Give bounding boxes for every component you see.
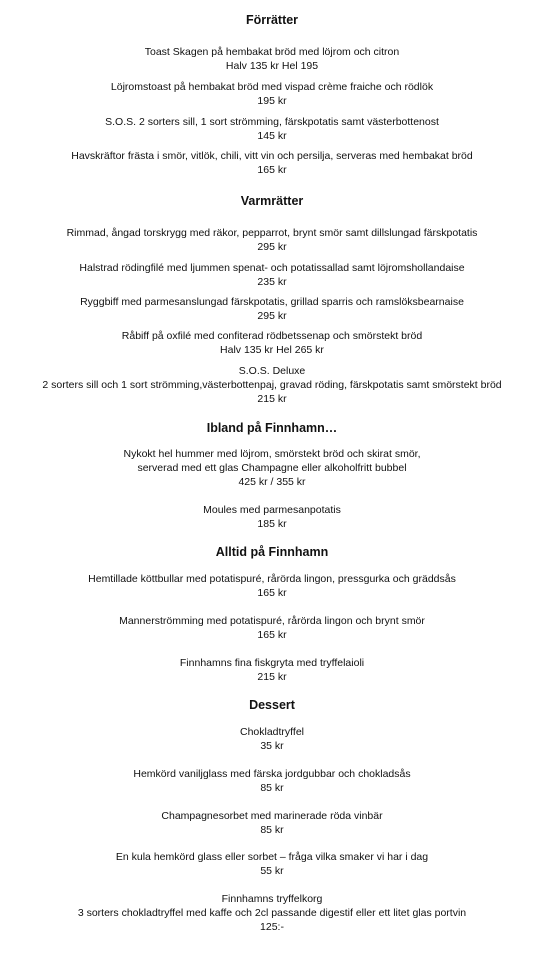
dish-description: Råbiff på oxfilé med confiterad rödbetssenap och smörstekt bröd <box>121 330 423 342</box>
dish-price: 125:- <box>260 921 284 933</box>
dish-description: Löjromstoast på hembakat bröd med vispad crème fraiche och rödlök <box>110 81 434 93</box>
dish-price: 185 kr <box>257 518 287 530</box>
dish-name: S.O.S. Deluxe <box>238 365 306 377</box>
dish-description: Toast Skagen på hembakat bröd med löjrom och citron <box>144 46 400 58</box>
dish-price: 165 kr <box>257 587 287 599</box>
dish-price: 425 kr / 355 kr <box>238 476 306 488</box>
dish-price: 215 kr <box>257 671 287 683</box>
dish-price: 35 kr <box>260 740 284 752</box>
dish-description: Ryggbiff med parmesanslungad färskpotatis, grillad sparris och ramslöksbearnaise <box>80 296 464 308</box>
dish-price: 85 kr <box>260 824 284 836</box>
section-heading-forratter: Förrätter <box>245 13 299 27</box>
dish-description: Mannerströmming med potatispuré, rårörda lingon och brynt smör <box>119 615 425 627</box>
dish-description: En kula hemkörd glass eller sorbet – fråga vilka smaker vi har i dag <box>115 851 429 863</box>
dish-description: Hemkörd vaniljglass med färska jordgubbar och chokladsås <box>133 768 411 780</box>
dish-description: 3 sorters chokladtryffel med kaffe och 2cl passande digestif eller ett litet glas portvin <box>77 907 467 919</box>
dish-description: Rimmad, ångad torskrygg med räkor, pepparrot, brynt smör samt dillslungad färskpotatis <box>66 227 478 239</box>
dish-description: 2 sorters sill och 1 sort strömming,västerbottenpaj, gravad röding, färskpotatis samt smörstekt bröd <box>42 379 502 391</box>
dish-description: Nykokt hel hummer med löjrom, smörstekt bröd och skirat smör, <box>123 448 421 460</box>
dish-price: 235 kr <box>257 276 287 288</box>
dish-description: Champagnesorbet med marinerade röda vinbär <box>161 810 383 822</box>
dish-description: Chokladtryffel <box>239 726 304 738</box>
dish-price: 165 kr <box>257 164 287 176</box>
dish-description: Moules med parmesanpotatis <box>203 504 341 516</box>
dish-description: Hemtillade köttbullar med potatispuré, rårörda lingon, pressgurka och gräddsås <box>88 573 456 585</box>
section-heading-dessert: Dessert <box>249 698 295 712</box>
section-heading-ibland: Ibland på Finnhamn… <box>206 421 338 435</box>
dish-description: S.O.S. 2 sorters sill, 1 sort strömming, färskpotatis samt västerbottenost <box>105 116 439 128</box>
dish-price: 195 kr <box>257 95 287 107</box>
dish-description: Finnhamns fina fiskgryta med tryffelaioli <box>179 657 365 669</box>
dish-price: 215 kr <box>257 393 287 405</box>
section-heading-alltid: Alltid på Finnhamn <box>215 545 329 559</box>
section-heading-varmratter: Varmrätter <box>240 194 304 208</box>
dish-price: 165 kr <box>257 629 287 641</box>
dish-price: 145 kr <box>257 130 287 142</box>
dish-description: serverad med ett glas Champagne eller alkoholfritt bubbel <box>137 462 407 474</box>
dish-price: Halv 135 kr Hel 265 kr <box>220 344 324 356</box>
dish-price: 55 kr <box>260 865 284 877</box>
dish-price: Halv 135 kr Hel 195 <box>225 60 319 72</box>
dish-price: 85 kr <box>260 782 284 794</box>
dish-price: 295 kr <box>257 241 287 253</box>
dish-description: Havskräftor frästa i smör, vitlök, chili, vitt vin och persilja, serveras med hembakat bröd <box>71 150 473 162</box>
dish-price: 295 kr <box>257 310 287 322</box>
dish-name: Finnhamns tryffelkorg <box>221 893 323 905</box>
dish-description: Halstrad rödingfilé med ljummen spenat- och potatissallad samt löjromshollandaise <box>79 262 465 274</box>
